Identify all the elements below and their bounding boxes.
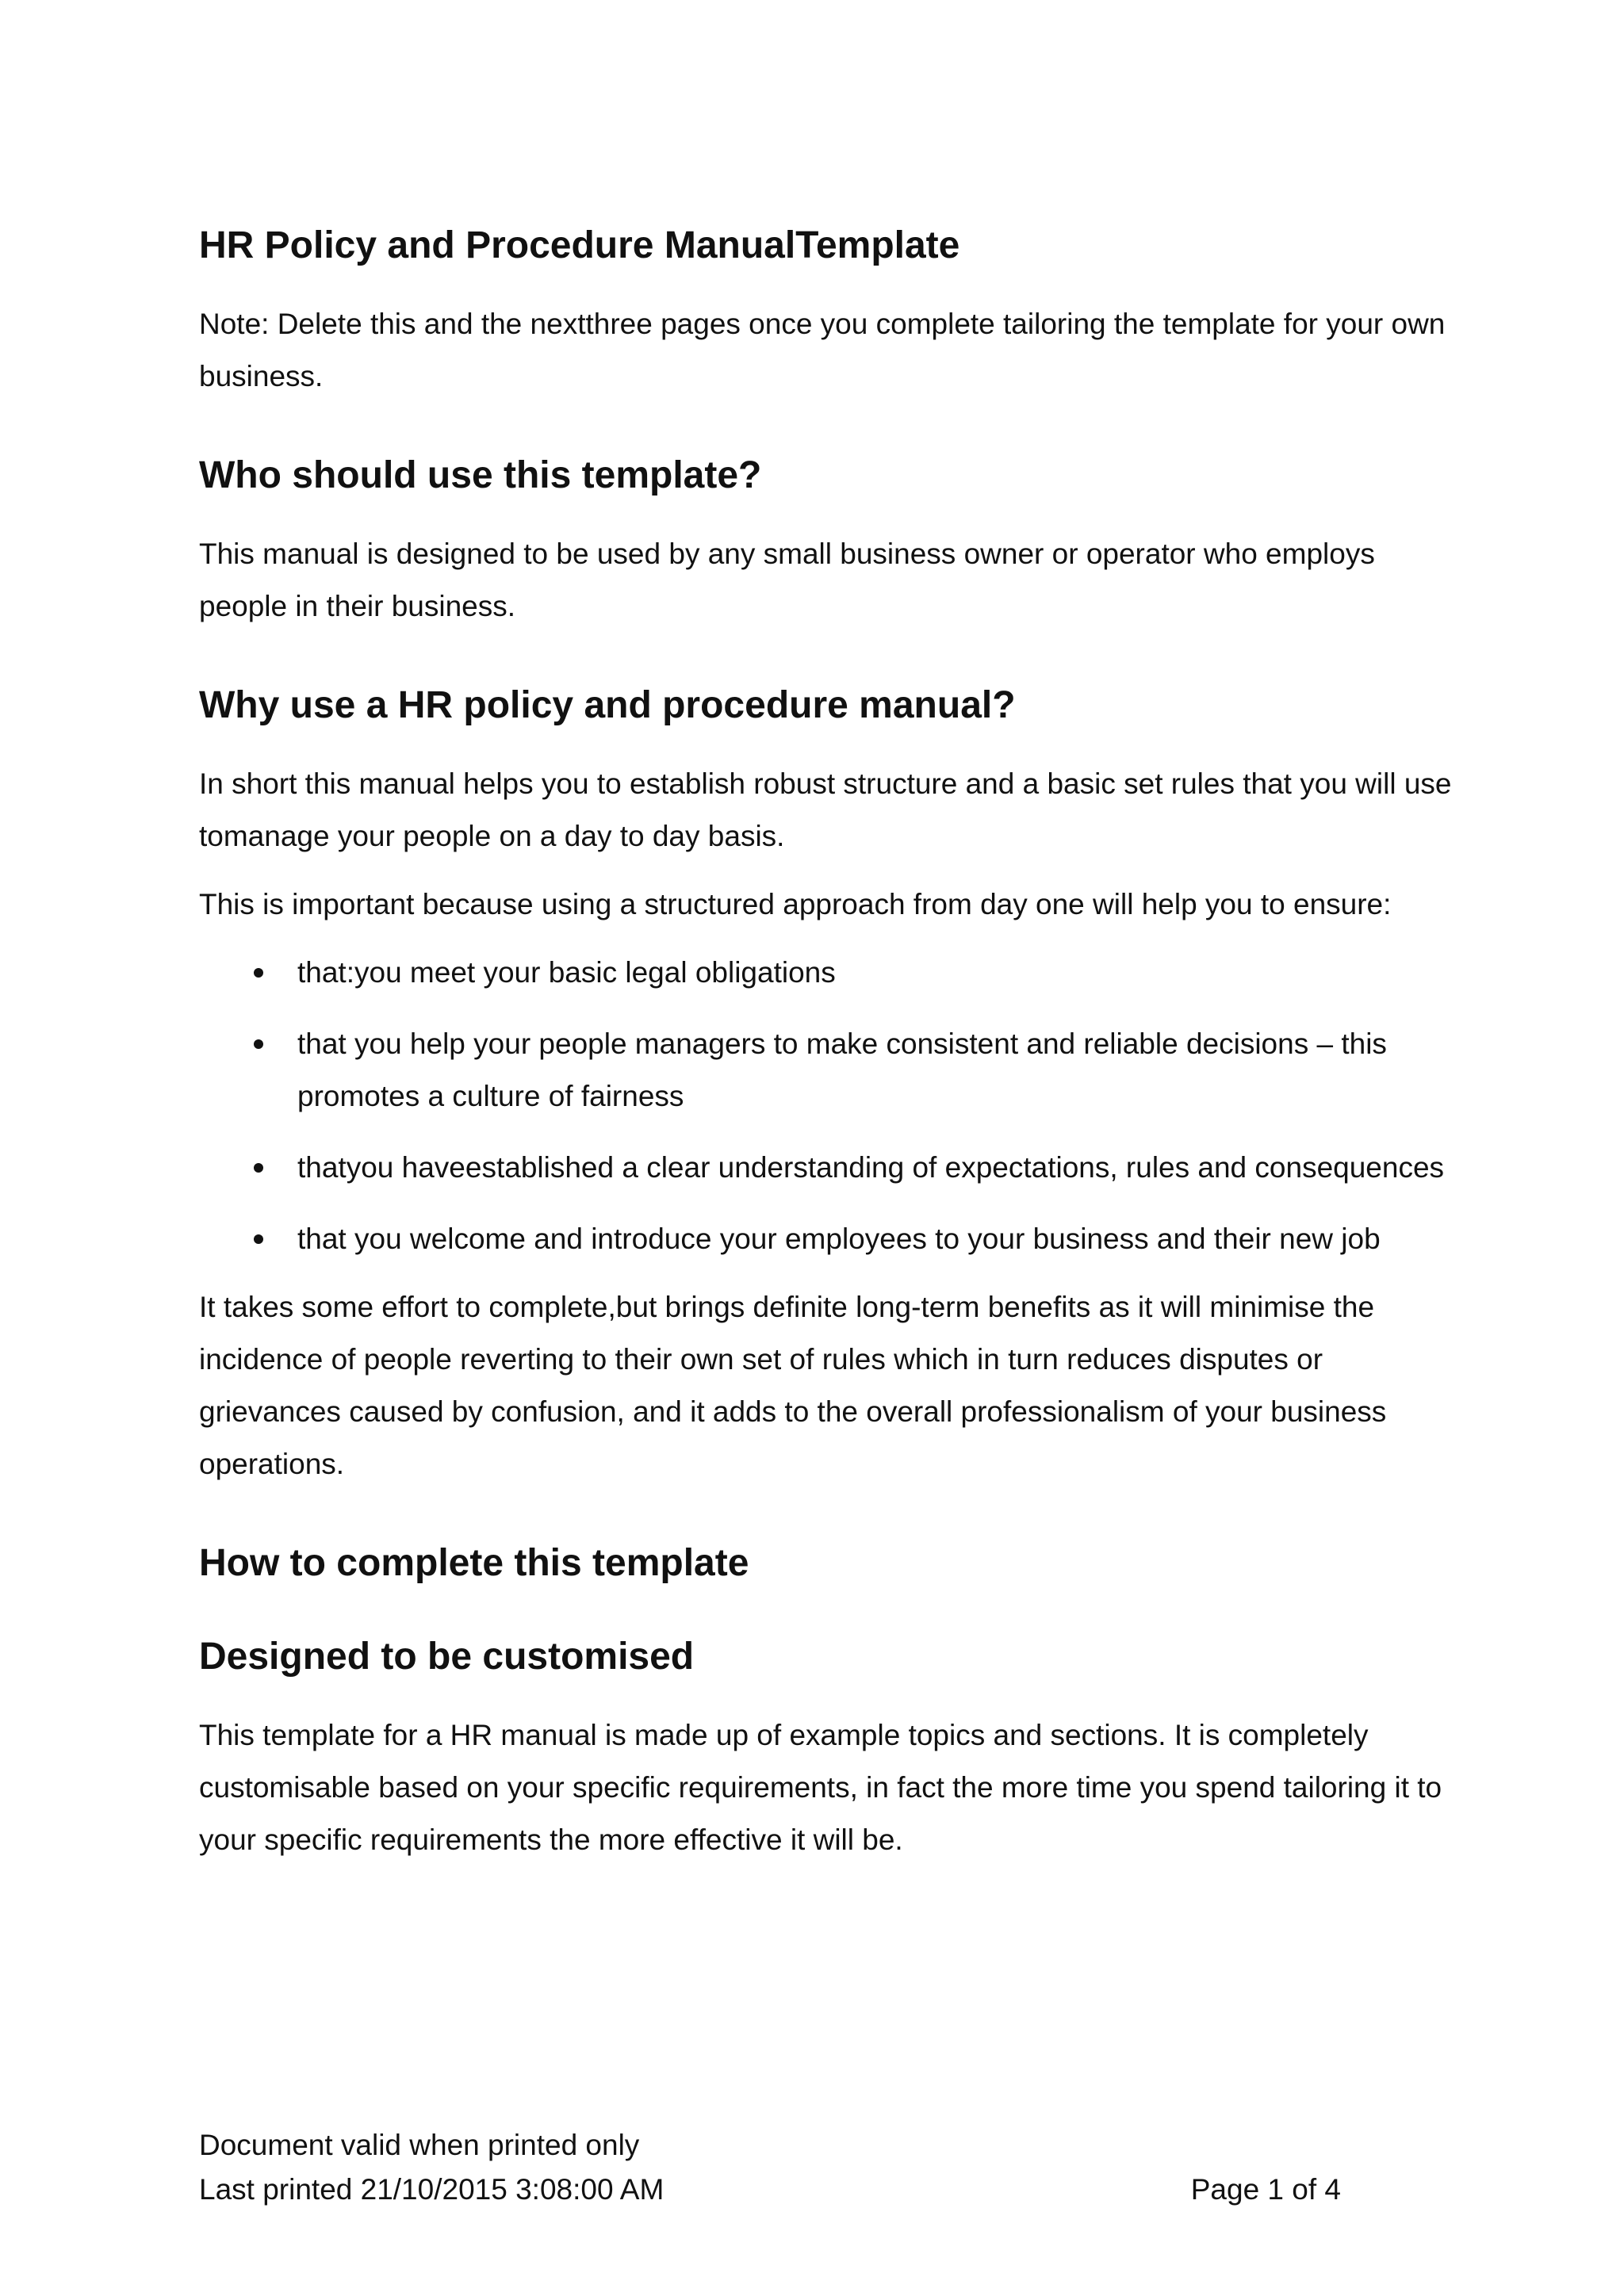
document-body	[199, 222, 1452, 1866]
section-heading-why: Why use a HR policy and procedure manual?	[199, 684, 1016, 726]
page-footer	[199, 2123, 1341, 2212]
template-note: Note: Delete this and the nextthree pages once you complete tailoring the template for your own business.	[199, 308, 1446, 392]
list-item-text: that you welcome and introduce your employees to your business and their new job	[297, 1223, 1381, 1255]
list-item	[199, 1142, 1452, 1194]
footer-validity: Document valid when printed only	[199, 2129, 640, 2161]
section-paragraph: It takes some effort to complete,but brings definite long-term benefits as it will minimise the incidence of people reverting to their own set of rules which in turn reduces disputes or grievances caused by confusion, and it adds to the overall professionalism of your business operations.	[199, 1291, 1387, 1480]
footer-last-printed: Last printed 21/10/2015 3:08:00 AM	[199, 2173, 665, 2206]
list-item-text: that you help your people managers to make consistent and reliable decisions – this promotes a culture of fairness	[297, 1027, 1387, 1112]
list-item	[199, 1018, 1452, 1123]
section-paragraph: This is important because using a structured approach from day one will help you to ensure:	[199, 888, 1392, 920]
section-paragraph: This template for a HR manual is made up of example topics and sections. It is completely customisable based on your specific requirements, in fact the more time you spend tailoring it to your specific requirements the more effective it will be.	[199, 1719, 1442, 1856]
footer-print-row	[199, 2168, 1341, 2212]
bullet-icon	[254, 968, 263, 978]
list-item-text: thatyou haveestablished a clear understanding of expectations, rules and consequences	[297, 1151, 1445, 1184]
section-paragraph: In short this manual helps you to establish robust structure and a basic set rules that you will use tomanage your people on a day to day basis.	[199, 767, 1452, 852]
list-item	[199, 947, 1452, 999]
bullet-icon	[254, 1163, 263, 1173]
list-item-text: that:you meet your basic legal obligations	[297, 956, 836, 989]
section-heading-customised: Designed to be customised	[199, 1636, 695, 1678]
document-title: HR Policy and Procedure ManualTemplate	[199, 224, 960, 266]
benefits-list	[199, 947, 1452, 1265]
footer-validity-row	[199, 2123, 1341, 2168]
bullet-icon	[254, 1234, 263, 1244]
footer-page-number: Page 1 of 4	[1190, 2173, 1341, 2206]
bullet-icon	[254, 1039, 263, 1049]
list-item	[199, 1213, 1452, 1265]
section-heading-how: How to complete this template	[199, 1542, 749, 1584]
section-heading-who: Who should use this template?	[199, 454, 762, 496]
section-paragraph: This manual is designed to be used by any small business owner or operator who employs people in their business.	[199, 538, 1375, 622]
